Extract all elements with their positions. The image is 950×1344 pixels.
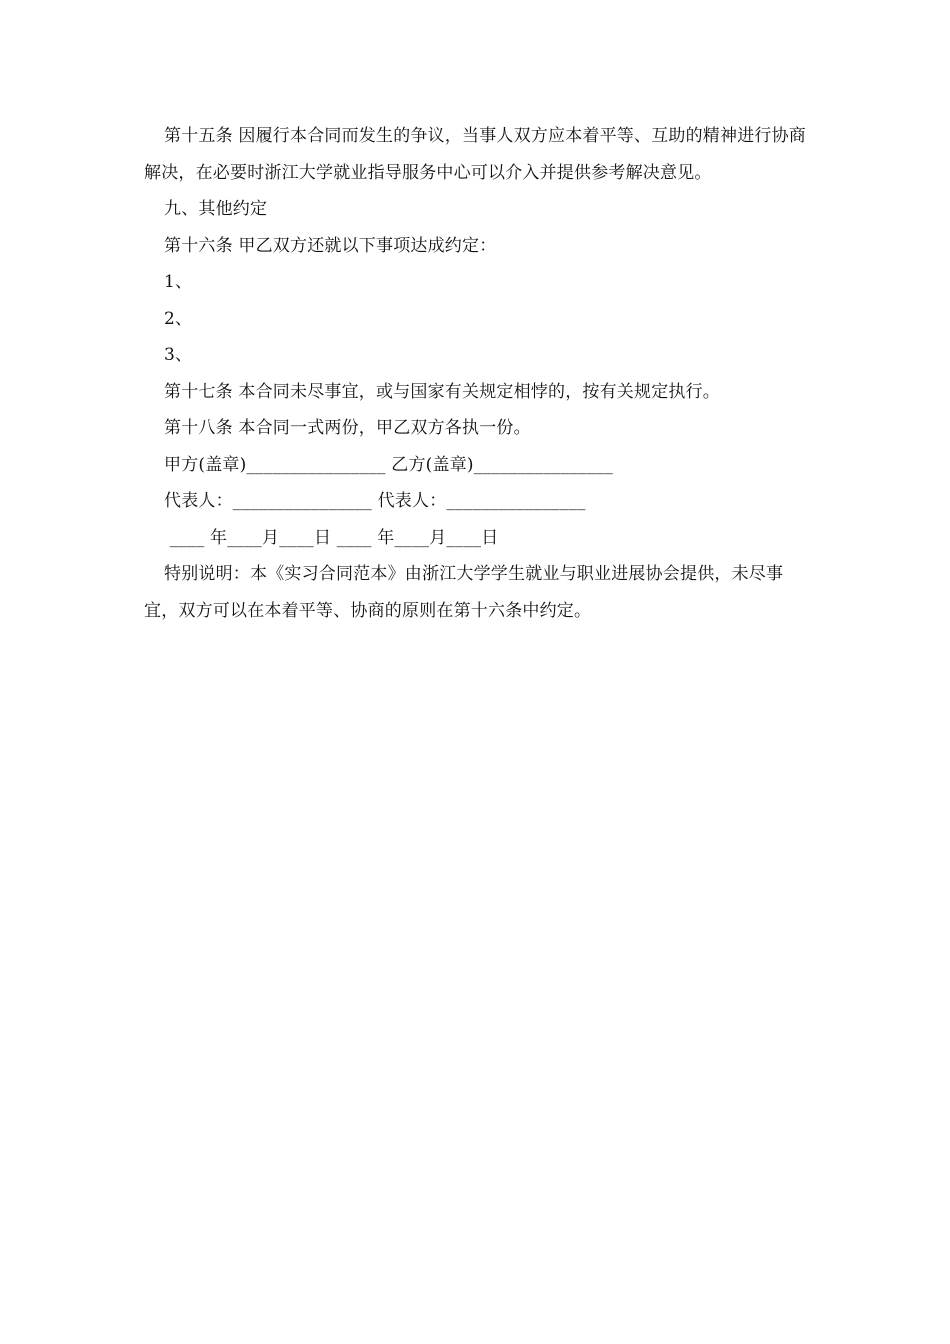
seal-signature-line: 甲方(盖章)________________ 乙方(盖章)________________ [164, 454, 613, 475]
date-line: ____ 年____月____日 ____ 年____月____日 [164, 527, 499, 548]
list-item-2: 2、 [164, 308, 193, 329]
article-18: 第十八条 本合同一式两份，甲乙双方各执一份。 [164, 418, 531, 438]
article-15: 第十五条 因履行本合同而发生的争议，当事人双方应本着平等、互助的精神进行协商解决，在必要时浙江大学就业指导服务中心可以介入并提供参考解决意见。 [144, 126, 807, 183]
article-17: 第十七条 本合同未尽事宜，或与国家有关规定相悖的，按有关规定执行。 [164, 381, 721, 402]
list-item-3: 3、 [164, 345, 193, 365]
article-16: 第十六条 甲乙双方还就以下事项达成约定： [164, 235, 497, 256]
section-9-heading: 九、其他约定 [164, 199, 268, 219]
list-item-1: 1、 [164, 272, 193, 292]
representative-signature-line: 代表人：________________ 代表人：________________ [164, 491, 586, 511]
document-body [144, 118, 810, 629]
special-note: 特别说明：本《实习合同范本》由浙江大学学生就业与职业进展协会提供，未尽事宜，双方可以在本着平等、协商的原则在第十六条中约定。 [144, 564, 784, 621]
